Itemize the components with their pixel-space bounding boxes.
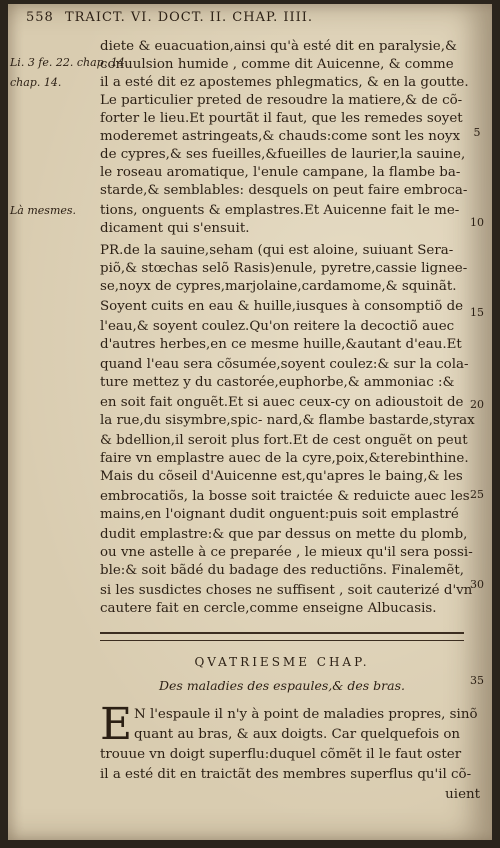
- text-line: piõ,& stœchas selõ Rasis)enule, pyretre,cassie lignee-: [100, 261, 468, 276]
- text-line: starde,& semblables: desquels on peut faire embroca-: [100, 183, 468, 198]
- text-line: se,noyx de cypres,marjolaine,cardamome,& squinãt.: [100, 279, 457, 294]
- text-line: mains,en l'oignant dudit onguent:puis soit emplastré: [100, 507, 459, 522]
- text-line: ture mettez y du castorée,euphorbe,& ammoniac :&: [100, 375, 455, 390]
- text-line: quand l'eau sera cõsumée,soyent coulez:& sur la cola-: [100, 357, 469, 372]
- text-line: d'autres herbes,en ce mesme huille,&autant d'eau.Et: [100, 337, 462, 352]
- running-head: [26, 10, 466, 32]
- running-head-title: TRAICT. VI. DOCT. II. CHAP. IIII.: [64, 10, 314, 25]
- chapter-title: QVATRIESME CHAP.: [194, 655, 370, 669]
- text-line: faire vn emplastre auec de la cyre,poix,&terebinthine.: [100, 451, 469, 466]
- text-line: il a esté dit ez apostemes phlegmatics, & en la goutte.: [100, 75, 469, 90]
- margin-note-la-mesmes: Là mesmes.: [10, 204, 77, 217]
- line-number: 30: [470, 578, 484, 591]
- text-line: cautere fait en cercle,comme enseigne Albucasis.: [100, 601, 437, 616]
- section-divider: [100, 632, 464, 641]
- margin-note-chapter: chap. 14.: [10, 76, 62, 89]
- text-line: & bdellion,il seroit plus fort.Et de cest onguẽt on peut: [100, 433, 468, 448]
- text-line: dicament qui s'ensuit.: [100, 221, 250, 236]
- line-number: 15: [470, 306, 484, 319]
- text-line: tions, onguents & emplastres.Et Auicenne fait le me-: [100, 203, 460, 218]
- line-number: 35: [470, 674, 484, 687]
- text-line: en soit fait onguẽt.Et si auec ceux-cy on adioustoit de: [100, 395, 464, 410]
- text-line: ble:& soit bãdé du badage des reductiõns. Finalemẽt,: [100, 563, 464, 578]
- text-line: Soyent cuits en eau & huille,iusques à consomptiõ de: [100, 299, 464, 314]
- text-line: Mais du cõseil d'Auicenne est,qu'apres le baing,& les: [100, 469, 463, 484]
- text-line: embrocatiõs, la bosse soit traictée & reduicte auec les: [100, 489, 470, 504]
- page-number: 558: [26, 10, 54, 25]
- line-number: 25: [470, 488, 484, 501]
- margin-note-reference: Li. 3 fe. 22. chap. 14.: [10, 56, 129, 69]
- text-line: diete & euacuation,ainsi qu'à esté dit en paralysie,&: [100, 39, 457, 54]
- text-line: si les susdictes choses ne suffisent , soit cauterizé d'vn: [100, 583, 473, 598]
- line-number: 10: [470, 216, 484, 229]
- text-line: conuulsion humide , comme dit Auicenne, & comme: [100, 57, 454, 72]
- text-line: dudit emplastre:& que par dessus on mette du plomb,: [100, 527, 468, 542]
- text-line: le roseau aromatique, l'enule campane, la flambe ba-: [100, 165, 461, 180]
- drop-cap: E: [100, 699, 133, 750]
- text-line: il a esté dit en traictãt des membres superflus qu'il cõ-: [100, 767, 472, 782]
- book-page: [8, 4, 492, 840]
- line-number: 5: [473, 126, 481, 139]
- text-line: trouue vn doigt superflu:duquel cõmẽt il le faut oster: [100, 747, 462, 762]
- text-line: quant au bras, & aux doigts. Car quelquefois on: [134, 727, 461, 742]
- text-line: moderemet astringeats,& chauds:come sont les noyx: [100, 129, 461, 144]
- catchword: uient: [445, 787, 480, 802]
- line-number: 20: [470, 398, 484, 411]
- text-line: PR.de la sauine,seham (qui est aloine, suiuant Sera-: [100, 243, 454, 258]
- text-line: Le particulier preted de resoudre la matiere,& de cõ-: [100, 93, 463, 108]
- text-line: la rue,du sisymbre,spic- nard,& flambe bastarde,styrax: [100, 413, 475, 428]
- text-line: l'eau,& soyent coulez.Qu'on reitere la decoctiõ auec: [100, 319, 455, 334]
- text-line: N l'espaule il n'y à point de maladies propres, sinõ: [134, 707, 478, 722]
- text-line: forter le lieu.Et pourtãt il faut, que les remedes soyet: [100, 111, 463, 126]
- text-line: ou vne astelle à ce preparée , le mieux qu'il sera possi-: [100, 545, 473, 560]
- chapter-subtitle: Des maladies des espaules,& des bras.: [159, 678, 405, 693]
- text-line: de cypres,& ses fueilles,&fueilles de laurier,la sauine,: [100, 147, 466, 162]
